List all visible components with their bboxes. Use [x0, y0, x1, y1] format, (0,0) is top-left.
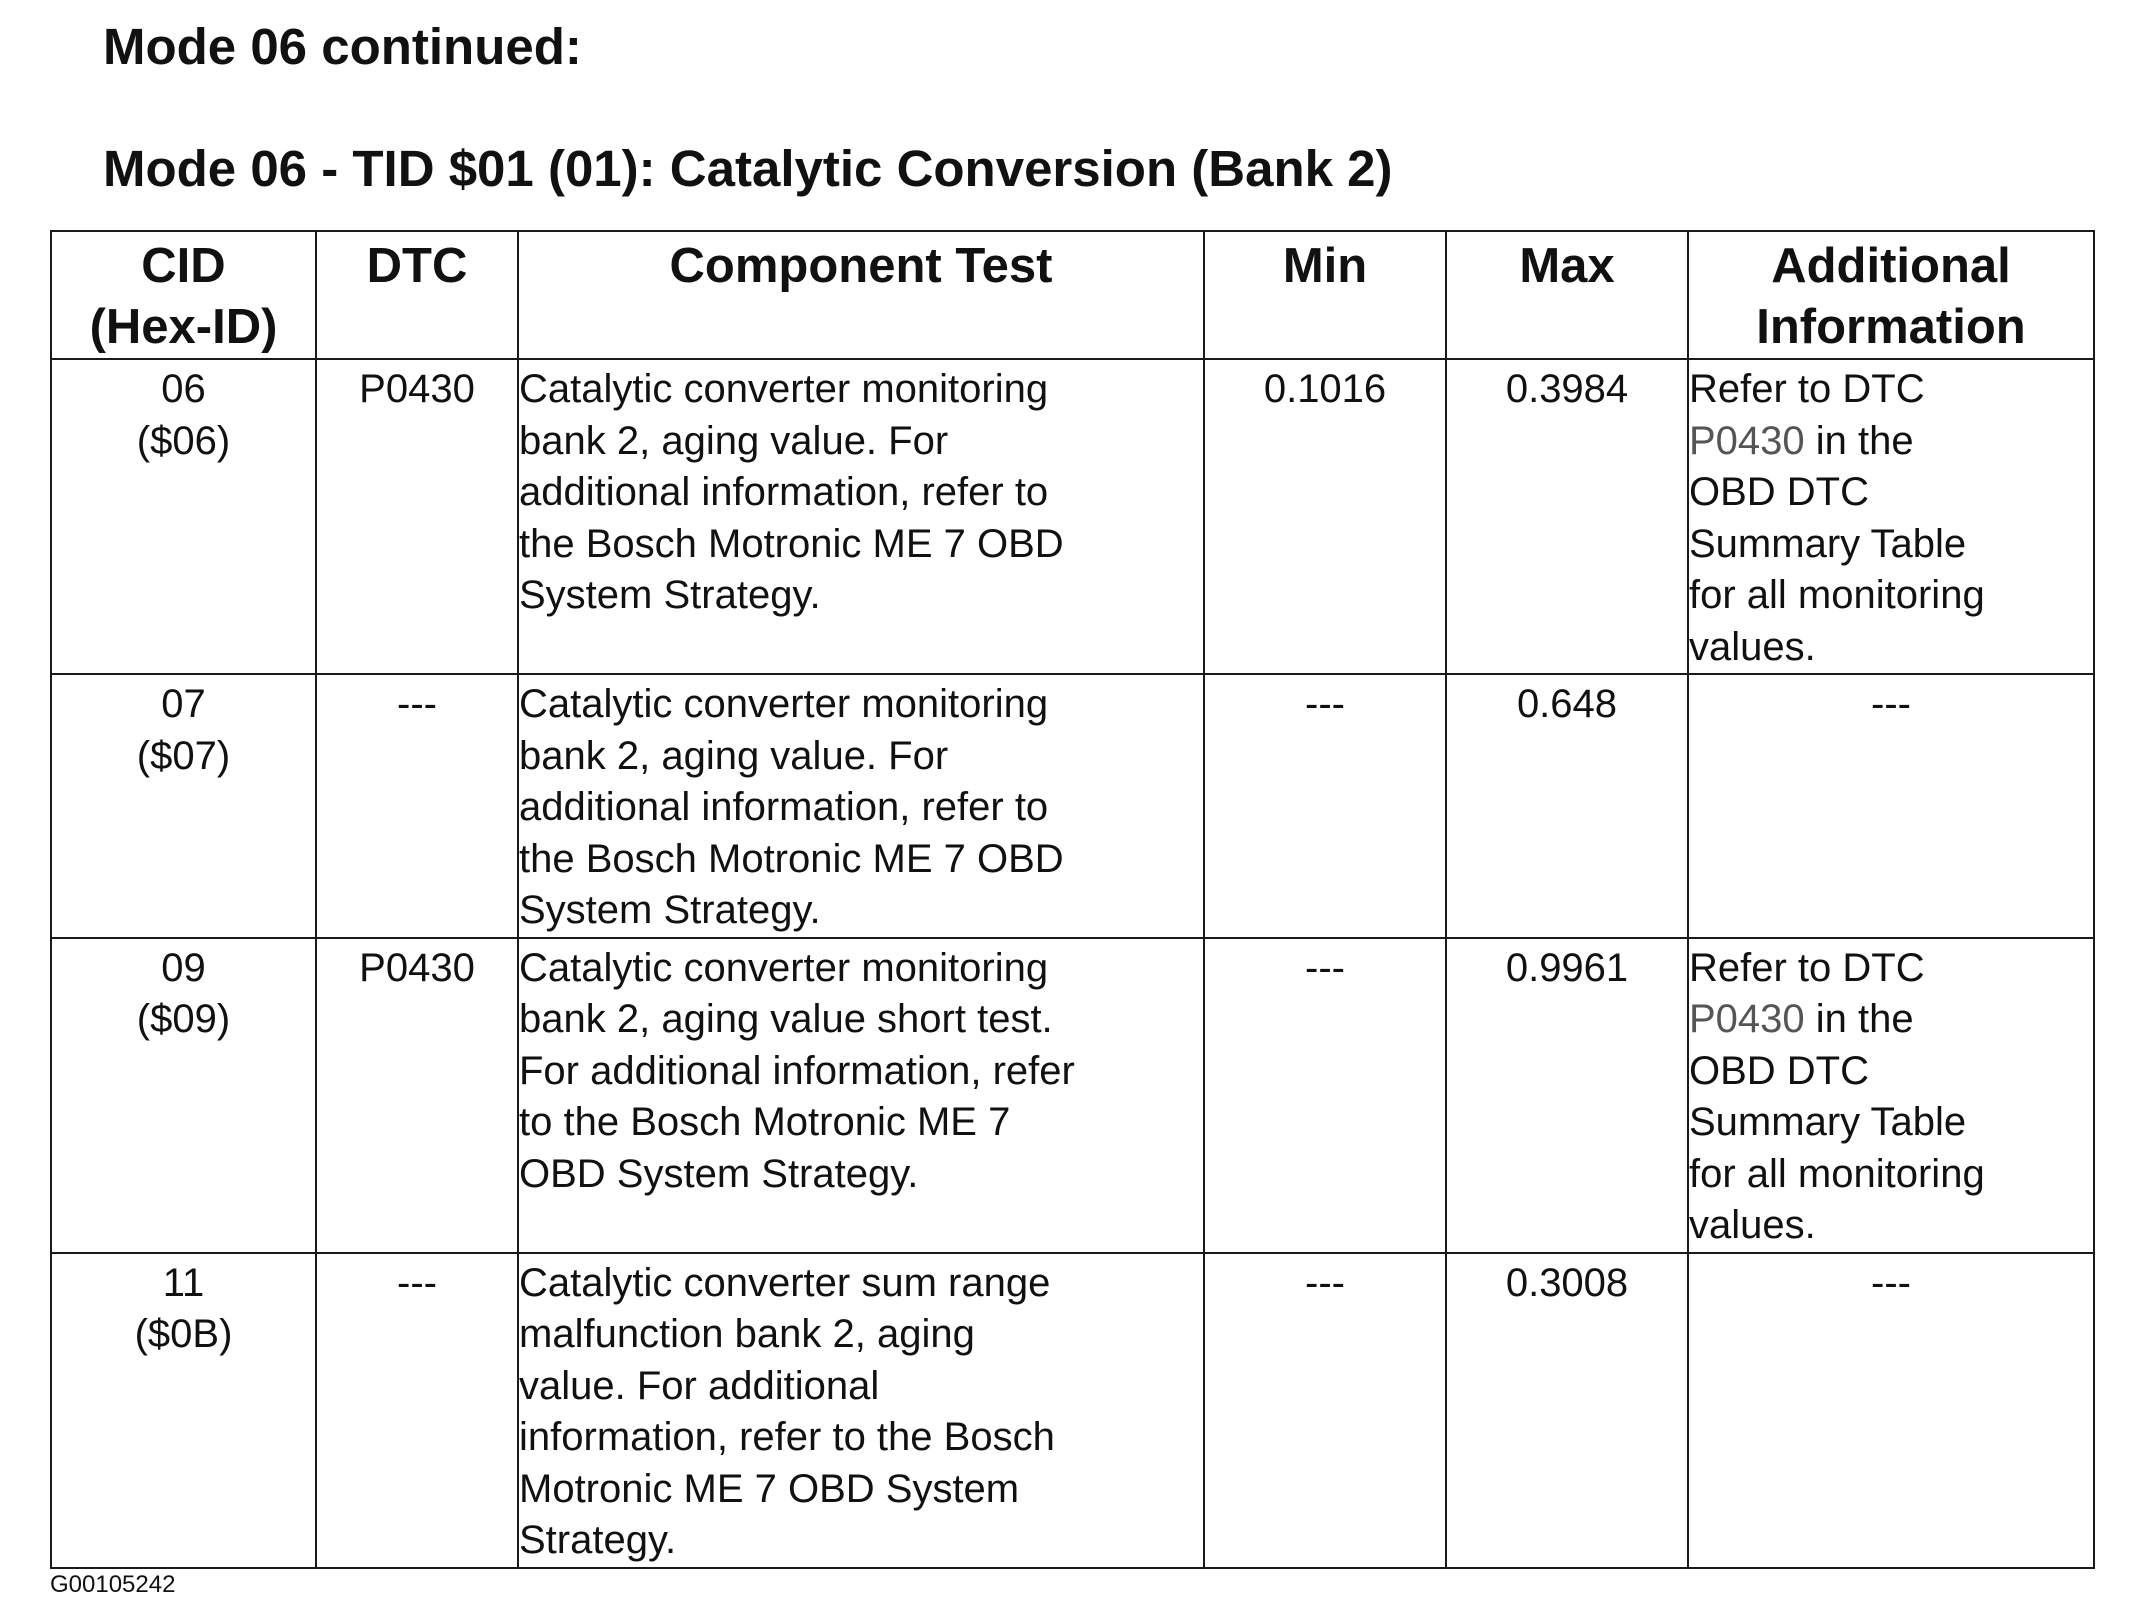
table-row — [51, 359, 2094, 674]
cell-component-test: Catalytic converter monitoring bank 2, aging value short test. For additional information, refer to the Bosch Motronic ME 7 OBD System Strategy. — [518, 938, 1204, 1253]
header-additional-information: Additional Information — [1688, 231, 2094, 359]
cell-dtc: --- — [316, 674, 518, 938]
header-cid: CID (Hex-ID) — [51, 231, 316, 359]
cell-max: 0.648 — [1446, 674, 1688, 938]
cell-cid: 09 ($09) — [51, 938, 316, 1253]
header-min: Min — [1204, 231, 1446, 359]
cell-min: --- — [1204, 674, 1446, 938]
header-dtc: DTC — [316, 231, 518, 359]
mode06-table — [50, 230, 2095, 1569]
dtc-reference: P0430 — [1689, 418, 1805, 463]
cell-additional-information: Refer to DTC P0430 in the OBD DTC Summary Table for all monitoring values. — [1688, 938, 2094, 1253]
cell-min: --- — [1204, 1253, 1446, 1568]
cell-dtc: P0430 — [316, 359, 518, 674]
cell-max: 0.3984 — [1446, 359, 1688, 674]
cell-min: 0.1016 — [1204, 359, 1446, 674]
cell-cid: 06 ($06) — [51, 359, 316, 674]
cell-component-test: Catalytic converter monitoring bank 2, aging value. For additional information, refer to the Bosch Motronic ME 7 OBD System Strategy. — [518, 359, 1204, 674]
cell-dtc: --- — [316, 1253, 518, 1568]
section-heading: Mode 06 continued: — [103, 18, 582, 75]
header-row — [51, 231, 2094, 359]
cell-additional-information: Refer to DTC P0430 in the OBD DTC Summary Table for all monitoring values. — [1688, 359, 2094, 674]
cell-additional-information: --- — [1688, 674, 2094, 938]
figure-id: G00105242 — [50, 1571, 176, 1598]
cell-cid: 07 ($07) — [51, 674, 316, 938]
cell-max: 0.9961 — [1446, 938, 1688, 1253]
cell-component-test: Catalytic converter sum range malfunction bank 2, aging value. For additional information, refer to the Bosch Motronic ME 7 OBD System Strategy. — [518, 1253, 1204, 1568]
table-row — [51, 938, 2094, 1253]
table-title: Mode 06 - TID $01 (01): Catalytic Conversion (Bank 2) — [103, 140, 1393, 197]
table-row — [51, 1253, 2094, 1568]
table-row — [51, 674, 2094, 938]
header-max: Max — [1446, 231, 1688, 359]
cell-additional-information: --- — [1688, 1253, 2094, 1568]
cell-cid: 11 ($0B) — [51, 1253, 316, 1568]
dtc-reference: P0430 — [1689, 997, 1805, 1041]
cell-min: --- — [1204, 938, 1446, 1253]
cell-component-test: Catalytic converter monitoring bank 2, aging value. For additional information, refer to the Bosch Motronic ME 7 OBD System Strategy. — [518, 674, 1204, 938]
cell-dtc: P0430 — [316, 938, 518, 1253]
cell-max: 0.3008 — [1446, 1253, 1688, 1568]
header-component-test: Component Test — [518, 231, 1204, 359]
